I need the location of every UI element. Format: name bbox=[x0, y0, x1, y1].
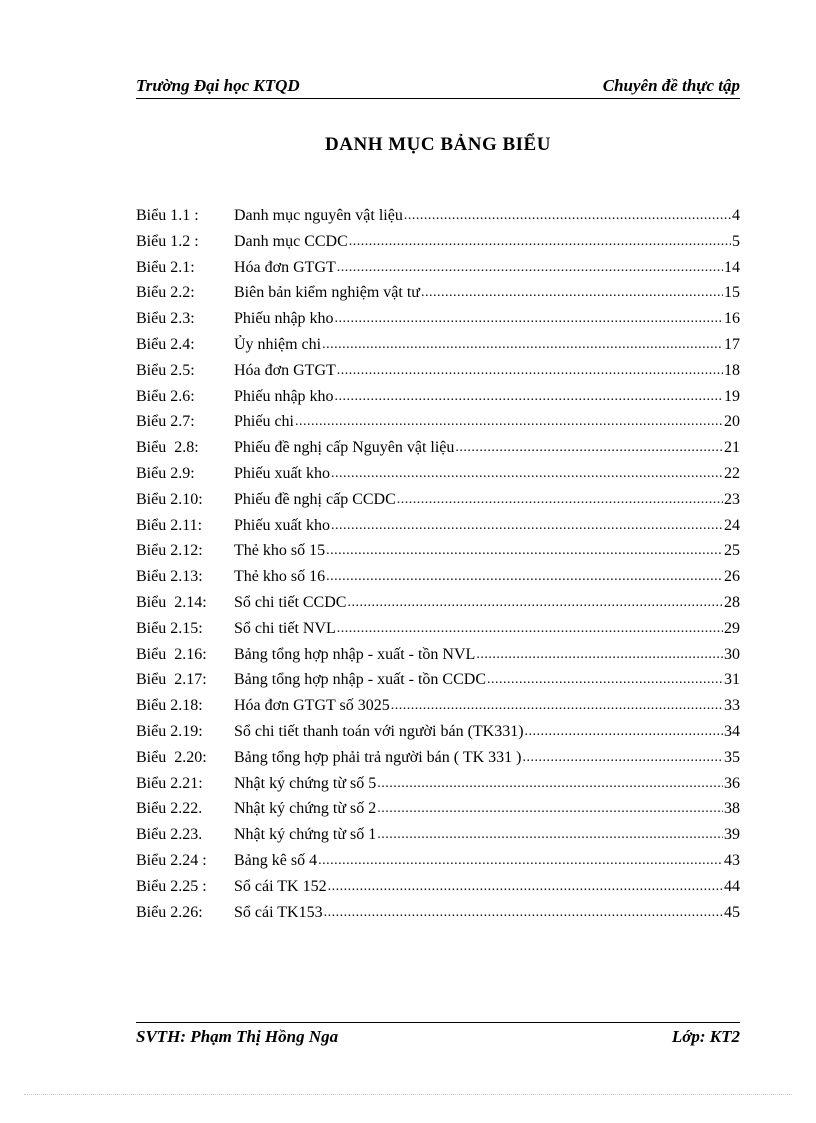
toc-row bbox=[136, 280, 740, 306]
toc-row-title: Hóa đơn GTGT số 3025 bbox=[234, 697, 390, 715]
toc-row-entry bbox=[234, 332, 740, 358]
toc-row-page: 25 bbox=[724, 542, 740, 560]
toc-row bbox=[136, 461, 740, 487]
toc-row-entry bbox=[234, 771, 740, 797]
toc-dot-leader bbox=[295, 409, 723, 435]
toc-row-label: Biểu 2.10: bbox=[136, 490, 203, 508]
toc-row-entry bbox=[234, 358, 740, 384]
toc-row-entry bbox=[234, 693, 740, 719]
toc-row-page: 35 bbox=[724, 748, 740, 766]
toc-row-entry bbox=[234, 229, 740, 255]
toc-row-page: 14 bbox=[724, 258, 740, 276]
header-school: Trường Đại học KTQD bbox=[136, 76, 300, 95]
toc-row-title: Danh mục nguyên vật liệu bbox=[234, 207, 403, 224]
toc-row-label: Biểu 2.4: bbox=[136, 335, 195, 353]
toc-row-page: 23 bbox=[724, 490, 740, 508]
toc-row-entry bbox=[234, 409, 740, 435]
toc-row-title: Phiếu chi bbox=[234, 413, 294, 431]
toc-row-title: Phiếu xuất kho bbox=[234, 516, 330, 534]
toc-dot-leader bbox=[476, 642, 723, 668]
toc-row bbox=[136, 693, 740, 719]
toc-row-title: Bảng tổng hợp phải trả người bán ( TK 331 ) bbox=[234, 748, 522, 766]
toc-row-title: Sổ chi tiết thanh toán với người bán (TK331) bbox=[234, 722, 524, 740]
toc-row-label: Biểu 2.23. bbox=[136, 826, 203, 844]
toc-row-entry bbox=[234, 435, 740, 461]
toc-row-title: Phiếu xuất kho bbox=[234, 464, 330, 482]
toc-row-title: Biên bản kiểm nghiệm vật tư bbox=[234, 284, 420, 302]
toc-row-label: Biểu 1.1 : bbox=[136, 207, 199, 224]
toc-dot-leader bbox=[335, 384, 723, 410]
toc-row-label: Biểu 2.19: bbox=[136, 722, 203, 740]
toc-dot-leader bbox=[331, 461, 723, 487]
toc-row-entry bbox=[234, 616, 740, 642]
toc-row-label: Biểu 2.8: bbox=[136, 439, 199, 457]
toc-row-label: Biểu 2.16: bbox=[136, 645, 207, 663]
toc-row-page: 16 bbox=[724, 310, 740, 328]
toc-row-entry bbox=[234, 642, 740, 668]
toc-row bbox=[136, 306, 740, 332]
toc-row bbox=[136, 771, 740, 797]
toc-dot-leader bbox=[322, 332, 723, 358]
toc-row-page: 43 bbox=[724, 851, 740, 869]
toc-row-page: 21 bbox=[724, 439, 740, 457]
toc-row-label: Biểu 2.9: bbox=[136, 464, 195, 482]
toc-row-page: 5 bbox=[732, 232, 740, 250]
toc-row-label: Biểu 1.2 : bbox=[136, 232, 199, 250]
toc-row-page: 15 bbox=[724, 284, 740, 302]
toc-row-title: Nhật ký chứng từ số 5 bbox=[234, 774, 377, 792]
toc-row-page: 19 bbox=[724, 387, 740, 405]
toc-row-page: 33 bbox=[724, 697, 740, 715]
toc-dot-leader bbox=[349, 229, 731, 255]
toc-row-page: 34 bbox=[724, 722, 740, 740]
toc-row-title: Phiếu đề nghị cấp Nguyên vật liệu bbox=[234, 439, 455, 457]
toc-row-page: 22 bbox=[724, 464, 740, 482]
toc-row bbox=[136, 255, 740, 281]
toc-row-label: Biểu 2.11: bbox=[136, 516, 203, 534]
toc-row-title: Phiếu nhập kho bbox=[234, 310, 334, 328]
toc-dot-leader bbox=[326, 564, 723, 590]
toc-row-entry bbox=[234, 822, 740, 848]
toc-row-label: Biểu 2.22. bbox=[136, 800, 203, 818]
toc-row-page: 24 bbox=[724, 516, 740, 534]
toc-row-title: Ủy nhiệm chi bbox=[234, 335, 322, 353]
toc-row-title: Sổ chi tiết CCDC bbox=[234, 593, 347, 611]
toc-row bbox=[136, 719, 740, 745]
toc-row-title: Hóa đơn GTGT bbox=[234, 258, 336, 276]
toc-row-page: 45 bbox=[724, 903, 740, 921]
toc-row bbox=[136, 384, 740, 410]
toc-row-title: Sổ cái TK 152 bbox=[234, 877, 327, 895]
toc-row-entry bbox=[234, 564, 740, 590]
toc-dot-leader bbox=[525, 719, 723, 745]
toc-dot-leader bbox=[377, 771, 723, 797]
header-report-type: Chuyên đề thực tập bbox=[602, 76, 740, 95]
toc-row bbox=[136, 538, 740, 564]
toc-dot-leader bbox=[331, 513, 723, 539]
toc-row-entry bbox=[234, 203, 740, 229]
toc-row-label: Biểu 2.15: bbox=[136, 619, 203, 637]
toc-row-title: Sổ cái TK153 bbox=[234, 903, 323, 921]
toc-row-label: Biểu 2.18: bbox=[136, 697, 203, 715]
toc-dot-leader bbox=[337, 358, 723, 384]
toc-row-page: 44 bbox=[724, 877, 740, 895]
page-header bbox=[136, 76, 740, 99]
toc-row-title: Danh mục CCDC bbox=[234, 232, 348, 250]
toc-row bbox=[136, 358, 740, 384]
toc-row-entry bbox=[234, 796, 740, 822]
toc-row-title: Bảng tổng hợp nhập - xuất - tồn NVL bbox=[234, 645, 476, 663]
toc-row bbox=[136, 203, 740, 229]
toc-row bbox=[136, 487, 740, 513]
toc-dot-leader bbox=[337, 255, 723, 281]
toc-row-title: Phiếu nhập kho bbox=[234, 387, 334, 405]
toc-row-label: Biểu 2.21: bbox=[136, 774, 203, 792]
toc-row-entry bbox=[234, 384, 740, 410]
toc-dot-leader bbox=[324, 900, 723, 926]
toc-row-title: Nhật ký chứng từ số 2 bbox=[234, 800, 377, 818]
toc-row-entry bbox=[234, 255, 740, 281]
toc-row-page: 31 bbox=[724, 671, 740, 689]
toc-row-title: Bảng tổng hợp nhập - xuất - tồn CCDC bbox=[234, 671, 486, 689]
toc-row-page: 30 bbox=[724, 645, 740, 663]
toc-row-entry bbox=[234, 848, 740, 874]
toc-row bbox=[136, 564, 740, 590]
toc-dot-leader bbox=[397, 487, 723, 513]
toc-dot-leader bbox=[404, 203, 731, 229]
toc-dot-leader bbox=[318, 848, 723, 874]
toc-row-title: Bảng kê số 4 bbox=[234, 851, 318, 869]
toc-row-entry bbox=[234, 306, 740, 332]
toc-row-label: Biểu 2.7: bbox=[136, 413, 195, 431]
toc-row-entry bbox=[234, 487, 740, 513]
page-footer bbox=[136, 1022, 740, 1051]
toc-row bbox=[136, 513, 740, 539]
toc-row-entry bbox=[234, 461, 740, 487]
toc-row bbox=[136, 822, 740, 848]
toc-row bbox=[136, 642, 740, 668]
toc-row-label: Biểu 2.12: bbox=[136, 542, 203, 560]
toc-dot-leader bbox=[391, 693, 723, 719]
toc-row bbox=[136, 667, 740, 693]
toc-row bbox=[136, 900, 740, 926]
toc-dot-leader bbox=[377, 796, 723, 822]
toc-row-page: 4 bbox=[732, 207, 740, 224]
toc-row-label: Biểu 2.13: bbox=[136, 568, 203, 586]
toc-row-title: Thẻ kho số 16 bbox=[234, 568, 326, 586]
footer-student: SVTH: Phạm Thị Hồng Nga bbox=[136, 1027, 339, 1046]
toc-row-page: 26 bbox=[724, 568, 740, 586]
toc-row-label: Biểu 2.20: bbox=[136, 748, 207, 766]
toc-row-label: Biểu 2.1: bbox=[136, 258, 195, 276]
page-edge-divider bbox=[24, 1094, 792, 1095]
toc-row-entry bbox=[234, 667, 740, 693]
toc-row-entry bbox=[234, 280, 740, 306]
toc-dot-leader bbox=[455, 435, 723, 461]
toc-row-entry bbox=[234, 719, 740, 745]
toc-dot-leader bbox=[522, 745, 723, 771]
toc-row-label: Biểu 2.24 : bbox=[136, 851, 207, 869]
toc-dot-leader bbox=[335, 306, 723, 332]
toc-row bbox=[136, 745, 740, 771]
toc-row-entry bbox=[234, 538, 740, 564]
toc-row-entry bbox=[234, 900, 740, 926]
toc-row bbox=[136, 616, 740, 642]
footer-class: Lớp: KT2 bbox=[671, 1027, 740, 1046]
toc-row bbox=[136, 332, 740, 358]
toc-dot-leader bbox=[328, 874, 723, 900]
toc-row-title: Sổ chi tiết NVL bbox=[234, 619, 336, 637]
toc-row-title: Hóa đơn GTGT bbox=[234, 361, 336, 379]
toc-row-label: Biểu 2.14: bbox=[136, 593, 207, 611]
toc-row-entry bbox=[234, 874, 740, 900]
toc-row bbox=[136, 435, 740, 461]
toc-row-label: Biểu 2.25 : bbox=[136, 877, 207, 895]
toc-row bbox=[136, 409, 740, 435]
toc-row-label: Biểu 2.2: bbox=[136, 284, 195, 302]
toc-row-page: 18 bbox=[724, 361, 740, 379]
toc-row-entry bbox=[234, 513, 740, 539]
toc-row-label: Biểu 2.26: bbox=[136, 903, 203, 921]
toc-row-page: 39 bbox=[724, 826, 740, 844]
toc-row-page: 36 bbox=[724, 774, 740, 792]
toc-dot-leader bbox=[487, 667, 723, 693]
table-of-figures bbox=[136, 203, 740, 925]
toc-row-page: 20 bbox=[724, 413, 740, 431]
toc-row bbox=[136, 590, 740, 616]
toc-row-page: 28 bbox=[724, 593, 740, 611]
toc-row-page: 17 bbox=[724, 335, 740, 353]
toc-row bbox=[136, 848, 740, 874]
toc-row bbox=[136, 796, 740, 822]
page-title: DANH MỤC BẢNG BIỂU bbox=[325, 134, 551, 155]
toc-dot-leader bbox=[326, 538, 723, 564]
toc-dot-leader bbox=[337, 616, 723, 642]
toc-row-page: 38 bbox=[724, 800, 740, 818]
toc-row bbox=[136, 229, 740, 255]
toc-row-entry bbox=[234, 745, 740, 771]
toc-row-entry bbox=[234, 590, 740, 616]
toc-dot-leader bbox=[347, 590, 723, 616]
toc-dot-leader bbox=[377, 822, 723, 848]
toc-row-label: Biểu 2.6: bbox=[136, 387, 195, 405]
toc-dot-leader bbox=[421, 280, 723, 306]
toc-row-label: Biểu 2.3: bbox=[136, 310, 195, 328]
toc-row bbox=[136, 874, 740, 900]
toc-row-label: Biểu 2.17: bbox=[136, 671, 207, 689]
toc-row-title: Thẻ kho số 15 bbox=[234, 542, 326, 560]
toc-row-title: Nhật ký chứng từ số 1 bbox=[234, 826, 377, 844]
toc-row-title: Phiếu đề nghị cấp CCDC bbox=[234, 490, 396, 508]
toc-row-page: 29 bbox=[724, 619, 740, 637]
toc-row-label: Biểu 2.5: bbox=[136, 361, 195, 379]
